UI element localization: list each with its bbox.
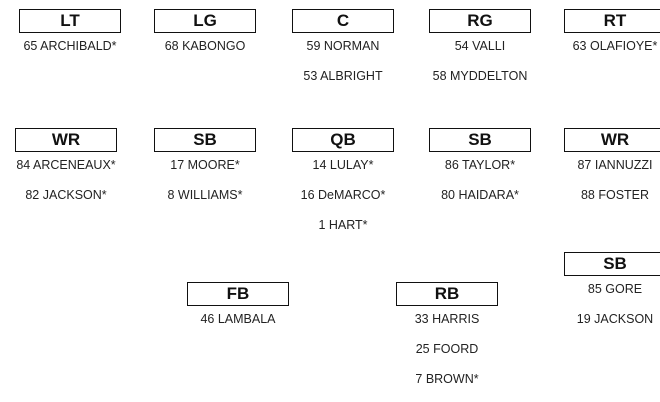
player-rt-1: 63 OLAFIOYE* xyxy=(572,39,658,53)
position-fb xyxy=(178,282,298,342)
player-sb-left-1: 17 MOORE* xyxy=(170,158,240,172)
position-label-rt: RT xyxy=(564,9,660,33)
position-label-wr-left: WR xyxy=(15,128,117,152)
position-qb xyxy=(283,128,403,248)
position-rg xyxy=(420,9,540,99)
player-sb-left-2: 8 WILLIAMS* xyxy=(167,188,243,202)
position-sb-left xyxy=(145,128,265,218)
player-lt-1: 65 ARCHIBALD* xyxy=(23,39,117,53)
position-label-qb: QB xyxy=(292,128,394,152)
player-wr-left-2: 82 JACKSON* xyxy=(25,188,107,202)
position-label-rb: RB xyxy=(396,282,498,306)
position-sb-right xyxy=(420,128,540,218)
position-lg xyxy=(145,9,265,69)
position-label-sb-right: SB xyxy=(429,128,531,152)
position-rt xyxy=(555,9,660,69)
player-fb-1: 46 LAMBALA xyxy=(200,312,276,326)
player-qb-3: 1 HART* xyxy=(318,218,368,232)
player-qb-2: 16 DeMARCO* xyxy=(300,188,386,202)
position-wr-right xyxy=(555,128,660,218)
player-wr-right-2: 88 FOSTER xyxy=(580,188,650,202)
player-c-1: 59 NORMAN xyxy=(306,39,380,53)
player-rb-3: 7 BROWN* xyxy=(415,372,479,386)
position-lt xyxy=(10,9,130,69)
player-sb-wide-1: 85 GORE xyxy=(587,282,643,296)
player-rb-1: 33 HARRIS xyxy=(414,312,480,326)
position-c xyxy=(283,9,403,99)
position-label-sb-left: SB xyxy=(154,128,256,152)
position-label-rg: RG xyxy=(429,9,531,33)
player-sb-right-2: 80 HAIDARA* xyxy=(441,188,519,202)
player-rg-2: 58 MYDDELTON xyxy=(432,69,528,83)
player-rg-1: 54 VALLI xyxy=(454,39,506,53)
player-rb-2: 25 FOORD xyxy=(415,342,479,356)
player-sb-right-1: 86 TAYLOR* xyxy=(444,158,516,172)
position-label-sb-wide: SB xyxy=(564,252,660,276)
player-sb-wide-2: 19 JACKSON xyxy=(576,312,654,326)
position-label-lt: LT xyxy=(19,9,121,33)
position-wr-left xyxy=(6,128,126,218)
position-sb-wide xyxy=(555,252,660,342)
player-lg-1: 68 KABONGO xyxy=(164,39,246,53)
position-rb xyxy=(387,282,507,402)
player-wr-left-1: 84 ARCENEAUX* xyxy=(16,158,116,172)
position-label-c: C xyxy=(292,9,394,33)
position-label-lg: LG xyxy=(154,9,256,33)
position-label-wr-right: WR xyxy=(564,128,660,152)
player-wr-right-1: 87 IANNUZZI xyxy=(577,158,653,172)
position-label-fb: FB xyxy=(187,282,289,306)
player-qb-1: 14 LULAY* xyxy=(312,158,374,172)
player-c-2: 53 ALBRIGHT xyxy=(303,69,383,83)
